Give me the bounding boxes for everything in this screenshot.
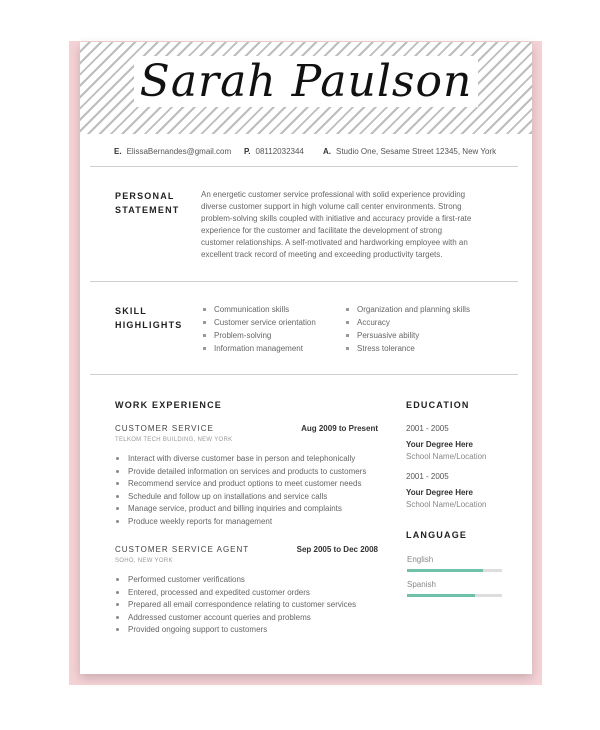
job-location: SOHO, NEW YORK bbox=[115, 558, 173, 564]
skill-item: Customer service orientation bbox=[203, 316, 316, 329]
list-item: Prepared all email correspondence relating to customer services bbox=[115, 599, 385, 612]
skill-item: Problem-solving bbox=[203, 329, 316, 342]
education-title: EDUCATION bbox=[406, 400, 470, 410]
contact-email: E. ElissaBernandes@gmail.com bbox=[114, 147, 232, 156]
skill-item: Information management bbox=[203, 342, 316, 355]
language-level-bar bbox=[407, 594, 502, 597]
language-name: English bbox=[407, 555, 434, 564]
skills-column-1 bbox=[203, 303, 316, 355]
list-item: Provide detailed information on services and products to customers bbox=[115, 466, 385, 479]
skill-item: Organization and planning skills bbox=[346, 303, 470, 316]
list-item: Recommend service and product options to meet customer needs bbox=[115, 478, 385, 491]
list-item: Addressed customer account queries and problems bbox=[115, 612, 385, 625]
list-item: Schedule and follow up on installations and service calls bbox=[115, 491, 385, 504]
list-item: Entered, processed and expedited customer orders bbox=[115, 587, 385, 600]
list-item: Interact with diverse customer base in person and telephonically bbox=[115, 453, 385, 466]
personal-statement-text: An energetic customer service professional with solid experience providing diverse customer support in high volume call center environments. Strong problem-solving skills coupled with initiative and accuracy provide a first-rate experience for the customer and facilitate the development of strong customer relationships. A self-motivated and hardworking employee with an excellent track record of meeting and exceeding productivity targets. bbox=[201, 190, 472, 259]
job-date: Sep 2005 to Dec 2008 bbox=[296, 545, 378, 554]
language-level-fill bbox=[407, 569, 483, 572]
divider bbox=[90, 374, 518, 375]
education-years: 2001 - 2005 bbox=[406, 424, 449, 433]
contact-address: A. Studio One, Sesame Street 12345, New York bbox=[323, 147, 497, 156]
skill-highlights-title: SKILL HIGHLIGHTS bbox=[115, 306, 183, 330]
skill-item: Stress tolerance bbox=[346, 342, 470, 355]
resume-name: Sarah Paulson bbox=[80, 56, 532, 107]
skills-column-2 bbox=[346, 303, 470, 355]
education-degree: Your Degree Here bbox=[406, 440, 473, 449]
list-item: Manage service, product and billing inquiries and complaints bbox=[115, 503, 385, 516]
education-school: School Name/Location bbox=[406, 500, 487, 509]
resume-paper bbox=[80, 42, 532, 674]
language-title: LANGUAGE bbox=[406, 530, 468, 540]
job-location: TELKOM TECH BUILDING, NEW YORK bbox=[115, 437, 233, 443]
education-school: School Name/Location bbox=[406, 452, 487, 461]
education-degree: Your Degree Here bbox=[406, 488, 473, 497]
list-item: Produce weekly reports for management bbox=[115, 516, 385, 529]
skill-item: Communication skills bbox=[203, 303, 316, 316]
job-duties bbox=[115, 453, 385, 528]
list-item: Performed customer verifications bbox=[115, 574, 385, 587]
language-level-fill bbox=[407, 594, 475, 597]
contact-phone: P. 08112032344 bbox=[244, 147, 304, 156]
list-item: Provided ongoing support to customers bbox=[115, 624, 385, 637]
divider bbox=[90, 166, 518, 167]
job-title: CUSTOMER SERVICE AGENT bbox=[115, 545, 250, 554]
work-experience-title: WORK EXPERIENCE bbox=[115, 400, 223, 410]
skill-item: Accuracy bbox=[346, 316, 470, 329]
skill-item: Persuasive ability bbox=[346, 329, 470, 342]
job-duties bbox=[115, 574, 385, 637]
divider bbox=[90, 281, 518, 282]
personal-statement-title: PERSONAL STATEMENT bbox=[115, 191, 180, 215]
job-title: CUSTOMER SERVICE bbox=[115, 424, 214, 433]
job-date: Aug 2009 to Present bbox=[301, 424, 378, 433]
education-years: 2001 - 2005 bbox=[406, 472, 449, 481]
language-name: Spanish bbox=[407, 580, 436, 589]
language-level-bar bbox=[407, 569, 502, 572]
